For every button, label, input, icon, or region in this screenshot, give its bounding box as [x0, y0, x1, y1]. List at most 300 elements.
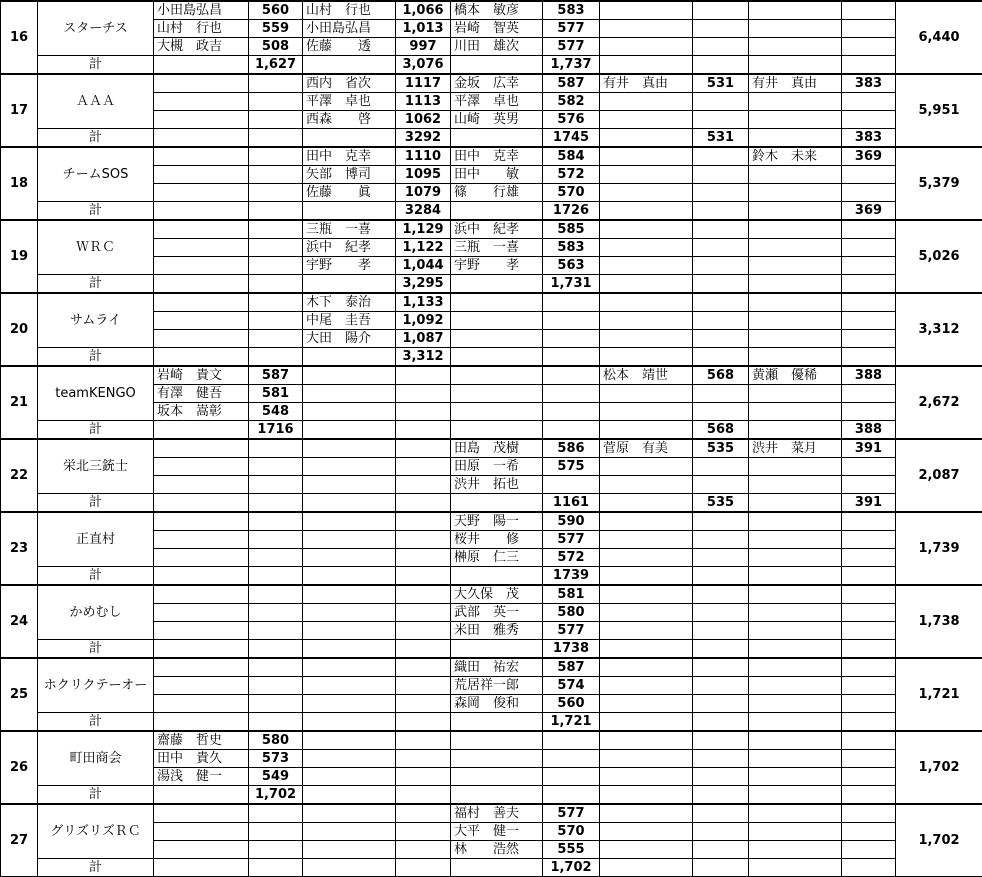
player-name: 西森 啓: [303, 111, 396, 129]
player-score: [842, 458, 896, 476]
subtotal-spacer: [154, 640, 249, 659]
total-label: 計: [38, 859, 154, 877]
player-name: 菅原 有美: [600, 439, 693, 458]
player-score: [842, 695, 896, 713]
team-grand-total: 5,026: [896, 220, 982, 293]
player-score: 1,044: [396, 257, 451, 275]
team-name: チームSOS: [38, 147, 154, 202]
player-score: 585: [543, 220, 600, 239]
team-grand-total: 1,721: [896, 658, 982, 731]
player-score: 563: [543, 257, 600, 275]
player-score: [693, 731, 749, 750]
player-score: [396, 403, 451, 421]
player-name: 山崎 英男: [451, 111, 543, 129]
player-name: [154, 111, 249, 129]
category-subtotal: [249, 567, 303, 586]
player-name: [451, 293, 543, 312]
table-row: [1, 1, 982, 20]
player-score: 575: [543, 458, 600, 476]
player-score: [842, 239, 896, 257]
subtotal-spacer: [154, 859, 249, 877]
team-grand-total: 1,738: [896, 585, 982, 658]
player-name: [451, 312, 543, 330]
player-score: 1110: [396, 147, 451, 166]
subtotal-spacer: [749, 202, 842, 221]
total-label: 計: [38, 786, 154, 805]
player-score: [543, 312, 600, 330]
total-label: 計: [38, 56, 154, 75]
player-score: 583: [543, 239, 600, 257]
player-name: [600, 841, 693, 859]
player-score: [693, 622, 749, 640]
player-name: [749, 585, 842, 604]
player-name: [303, 585, 396, 604]
player-name: [154, 93, 249, 111]
player-score: 586: [543, 439, 600, 458]
category-subtotal: [249, 275, 303, 294]
player-score: [842, 385, 896, 403]
player-score: [842, 750, 896, 768]
player-score: 587: [543, 658, 600, 677]
player-name: [303, 403, 396, 421]
player-name: [749, 20, 842, 38]
category-subtotal: [693, 56, 749, 75]
player-score: [693, 111, 749, 129]
player-score: [842, 823, 896, 841]
player-name: 大平 健一: [451, 823, 543, 841]
team-grand-total: 6,440: [896, 1, 982, 74]
player-score: 587: [543, 74, 600, 93]
category-subtotal: [693, 202, 749, 221]
player-name: [600, 166, 693, 184]
player-name: 湯浅 健一: [154, 768, 249, 786]
player-score: 568: [693, 366, 749, 385]
player-score: [249, 93, 303, 111]
category-subtotal: [842, 348, 896, 367]
player-score: [842, 312, 896, 330]
subtotal-spacer: [154, 421, 249, 440]
player-score: 388: [842, 366, 896, 385]
subtotal-spacer: [154, 348, 249, 367]
team-grand-total: 1,702: [896, 804, 982, 877]
category-subtotal: [249, 129, 303, 148]
player-score: [842, 585, 896, 604]
player-score: 577: [543, 531, 600, 549]
subtotal-spacer: [303, 129, 396, 148]
total-label: 計: [38, 348, 154, 367]
team-rank: 24: [1, 585, 38, 658]
player-score: 581: [249, 385, 303, 403]
subtotal-spacer: [154, 275, 249, 294]
player-score: [693, 20, 749, 38]
player-name: [600, 220, 693, 239]
player-score: 577: [543, 804, 600, 823]
player-name: [600, 823, 693, 841]
player-score: [842, 476, 896, 494]
subtotal-spacer: [451, 713, 543, 732]
player-name: 米田 雅秀: [451, 622, 543, 640]
subtotal-spacer: [451, 275, 543, 294]
player-score: [842, 531, 896, 549]
player-score: 574: [543, 677, 600, 695]
category-subtotal: 1,627: [249, 56, 303, 75]
player-score: 584: [543, 147, 600, 166]
player-score: 581: [543, 585, 600, 604]
team-total-row: [1, 859, 982, 877]
player-name: [303, 841, 396, 859]
player-score: [842, 804, 896, 823]
category-subtotal: 1,731: [543, 275, 600, 294]
subtotal-spacer: [154, 56, 249, 75]
player-name: 平澤 卓也: [451, 93, 543, 111]
player-name: [154, 531, 249, 549]
subtotal-spacer: [749, 567, 842, 586]
subtotal-spacer: [451, 640, 543, 659]
category-subtotal: [842, 859, 896, 877]
player-score: 560: [249, 1, 303, 20]
player-score: [693, 841, 749, 859]
category-subtotal: 388: [842, 421, 896, 440]
player-name: [600, 403, 693, 421]
subtotal-spacer: [451, 421, 543, 440]
player-score: 549: [249, 768, 303, 786]
player-score: 570: [543, 823, 600, 841]
category-subtotal: 1,737: [543, 56, 600, 75]
player-name: [749, 622, 842, 640]
player-score: [543, 403, 600, 421]
player-name: 宇野 孝: [303, 257, 396, 275]
subtotal-spacer: [600, 713, 693, 732]
player-score: [396, 385, 451, 403]
subtotal-spacer: [600, 129, 693, 148]
player-name: [303, 731, 396, 750]
player-name: 林 浩然: [451, 841, 543, 859]
player-score: [693, 604, 749, 622]
player-name: [749, 768, 842, 786]
player-name: [154, 312, 249, 330]
subtotal-spacer: [154, 202, 249, 221]
player-name: [749, 330, 842, 348]
player-score: 1117: [396, 74, 451, 93]
subtotal-spacer: [600, 786, 693, 805]
team-rank: 25: [1, 658, 38, 731]
player-name: [749, 549, 842, 567]
player-name: [600, 257, 693, 275]
player-score: [842, 512, 896, 531]
subtotal-spacer: [600, 640, 693, 659]
player-score: 577: [543, 38, 600, 56]
player-score: [396, 695, 451, 713]
player-name: [749, 184, 842, 202]
player-score: 1,066: [396, 1, 451, 20]
player-name: 小田島弘昌: [303, 20, 396, 38]
player-score: [396, 604, 451, 622]
subtotal-spacer: [303, 859, 396, 877]
player-score: [693, 823, 749, 841]
player-name: 有井 真由: [600, 74, 693, 93]
player-score: [249, 312, 303, 330]
total-label: 計: [38, 713, 154, 732]
team-total-row: [1, 202, 982, 221]
subtotal-spacer: [303, 567, 396, 586]
player-name: [303, 512, 396, 531]
player-score: [249, 549, 303, 567]
player-name: 大槻 政吉: [154, 38, 249, 56]
team-total-row: [1, 348, 982, 367]
player-score: 1,133: [396, 293, 451, 312]
player-name: [154, 184, 249, 202]
player-score: 1079: [396, 184, 451, 202]
category-subtotal: [249, 713, 303, 732]
player-score: [249, 604, 303, 622]
subtotal-spacer: [749, 494, 842, 513]
player-score: [249, 111, 303, 129]
player-name: [749, 403, 842, 421]
player-name: [600, 604, 693, 622]
player-score: [249, 330, 303, 348]
player-score: 573: [249, 750, 303, 768]
subtotal-spacer: [749, 348, 842, 367]
player-score: [396, 658, 451, 677]
player-score: [842, 1, 896, 20]
team-name: スターチス: [38, 1, 154, 56]
team-rank: 17: [1, 74, 38, 147]
player-score: [693, 804, 749, 823]
player-name: 佐藤 眞: [303, 184, 396, 202]
player-score: [396, 804, 451, 823]
player-score: 1,129: [396, 220, 451, 239]
total-label: 計: [38, 421, 154, 440]
subtotal-spacer: [451, 56, 543, 75]
team-rank: 18: [1, 147, 38, 220]
player-name: [749, 166, 842, 184]
player-score: [693, 403, 749, 421]
player-name: 田中 克幸: [451, 147, 543, 166]
category-subtotal: 391: [842, 494, 896, 513]
player-score: [693, 257, 749, 275]
player-name: [600, 93, 693, 111]
player-name: [154, 458, 249, 476]
player-name: [154, 585, 249, 604]
player-name: 黄瀬 優稀: [749, 366, 842, 385]
player-score: [543, 385, 600, 403]
team-total-row: [1, 713, 982, 732]
player-name: [154, 658, 249, 677]
player-name: [749, 695, 842, 713]
player-name: [600, 38, 693, 56]
player-score: 577: [543, 622, 600, 640]
category-subtotal: [396, 421, 451, 440]
player-score: 587: [249, 366, 303, 385]
subtotal-spacer: [303, 786, 396, 805]
player-score: [396, 768, 451, 786]
team-total-row: [1, 494, 982, 513]
player-name: [303, 768, 396, 786]
category-subtotal: [693, 348, 749, 367]
category-subtotal: [249, 859, 303, 877]
subtotal-spacer: [451, 129, 543, 148]
category-subtotal: [842, 640, 896, 659]
subtotal-spacer: [451, 786, 543, 805]
player-name: [749, 111, 842, 129]
player-name: 田原 一希: [451, 458, 543, 476]
category-subtotal: [396, 786, 451, 805]
player-score: [693, 330, 749, 348]
player-name: [154, 677, 249, 695]
player-name: [749, 677, 842, 695]
category-subtotal: [249, 494, 303, 513]
category-subtotal: [693, 567, 749, 586]
category-subtotal: 1726: [543, 202, 600, 221]
total-label: 計: [38, 640, 154, 659]
player-score: [693, 239, 749, 257]
player-score: [249, 147, 303, 166]
subtotal-spacer: [154, 567, 249, 586]
category-subtotal: 1,702: [249, 786, 303, 805]
player-name: 渋井 菜月: [749, 439, 842, 458]
category-subtotal: 3,312: [396, 348, 451, 367]
player-name: [154, 257, 249, 275]
subtotal-spacer: [303, 56, 396, 75]
player-score: 1095: [396, 166, 451, 184]
player-name: [749, 220, 842, 239]
player-name: [303, 549, 396, 567]
player-name: [749, 731, 842, 750]
player-score: [693, 38, 749, 56]
player-score: [249, 439, 303, 458]
player-score: [693, 549, 749, 567]
subtotal-spacer: [749, 640, 842, 659]
player-name: [154, 622, 249, 640]
player-score: [842, 622, 896, 640]
category-subtotal: [396, 494, 451, 513]
category-subtotal: [543, 348, 600, 367]
player-score: 1,092: [396, 312, 451, 330]
player-score: 583: [543, 1, 600, 20]
player-score: [842, 38, 896, 56]
subtotal-spacer: [600, 275, 693, 294]
category-subtotal: 1,721: [543, 713, 600, 732]
category-subtotal: 383: [842, 129, 896, 148]
player-name: [749, 1, 842, 20]
team-rank: 27: [1, 804, 38, 877]
player-name: [749, 658, 842, 677]
player-score: [249, 823, 303, 841]
player-name: 金坂 広幸: [451, 74, 543, 93]
player-name: [749, 257, 842, 275]
player-score: 576: [543, 111, 600, 129]
player-score: [842, 93, 896, 111]
subtotal-spacer: [600, 56, 693, 75]
player-score: [543, 366, 600, 385]
player-score: [842, 166, 896, 184]
player-score: 582: [543, 93, 600, 111]
player-score: [693, 695, 749, 713]
player-name: [600, 531, 693, 549]
total-label: 計: [38, 567, 154, 586]
team-total-row: [1, 129, 982, 148]
player-name: 橋本 敏彦: [451, 1, 543, 20]
player-score: [693, 293, 749, 312]
player-name: [749, 823, 842, 841]
player-score: 560: [543, 695, 600, 713]
player-score: [842, 731, 896, 750]
team-grand-total: 2,672: [896, 366, 982, 439]
total-label: 計: [38, 494, 154, 513]
category-subtotal: 535: [693, 494, 749, 513]
player-name: [154, 147, 249, 166]
player-score: 531: [693, 74, 749, 93]
team-name: teamKENGO: [38, 366, 154, 421]
player-name: [749, 312, 842, 330]
category-subtotal: [249, 640, 303, 659]
player-name: 渋井 拓也: [451, 476, 543, 494]
category-subtotal: 3,295: [396, 275, 451, 294]
subtotal-spacer: [749, 859, 842, 877]
team-name: 町田商会: [38, 731, 154, 786]
player-name: 宇野 孝: [451, 257, 543, 275]
team-grand-total: 5,379: [896, 147, 982, 220]
subtotal-spacer: [154, 713, 249, 732]
player-name: 桜井 修: [451, 531, 543, 549]
team-grand-total: 3,312: [896, 293, 982, 366]
player-name: 西内 省次: [303, 74, 396, 93]
player-name: [600, 458, 693, 476]
player-score: [842, 293, 896, 312]
player-name: [303, 804, 396, 823]
player-name: [303, 823, 396, 841]
player-score: [842, 768, 896, 786]
player-name: [600, 147, 693, 166]
player-score: [396, 512, 451, 531]
player-name: [749, 293, 842, 312]
player-score: [543, 750, 600, 768]
table-row: [1, 366, 982, 385]
player-name: 織田 祐宏: [451, 658, 543, 677]
player-name: [154, 823, 249, 841]
player-name: [600, 695, 693, 713]
player-name: [600, 111, 693, 129]
player-score: 1,087: [396, 330, 451, 348]
team-name: ホクリクテーオー: [38, 658, 154, 713]
player-name: [303, 658, 396, 677]
subtotal-spacer: [749, 275, 842, 294]
player-name: [600, 1, 693, 20]
subtotal-spacer: [154, 129, 249, 148]
player-name: 坂本 嵩彰: [154, 403, 249, 421]
team-rank: 19: [1, 220, 38, 293]
category-subtotal: 3284: [396, 202, 451, 221]
player-score: [693, 512, 749, 531]
table-row: [1, 585, 982, 604]
subtotal-spacer: [749, 129, 842, 148]
player-score: [396, 531, 451, 549]
team-total-row: [1, 786, 982, 805]
team-name: 正直村: [38, 512, 154, 567]
player-name: [303, 458, 396, 476]
subtotal-spacer: [303, 713, 396, 732]
player-name: [600, 768, 693, 786]
team-name: グリズリズＲＣ: [38, 804, 154, 859]
player-score: [842, 257, 896, 275]
category-subtotal: [249, 348, 303, 367]
player-name: [749, 38, 842, 56]
category-subtotal: 1,702: [543, 859, 600, 877]
player-score: 997: [396, 38, 451, 56]
player-score: [693, 476, 749, 494]
player-score: [842, 111, 896, 129]
player-name: [303, 695, 396, 713]
